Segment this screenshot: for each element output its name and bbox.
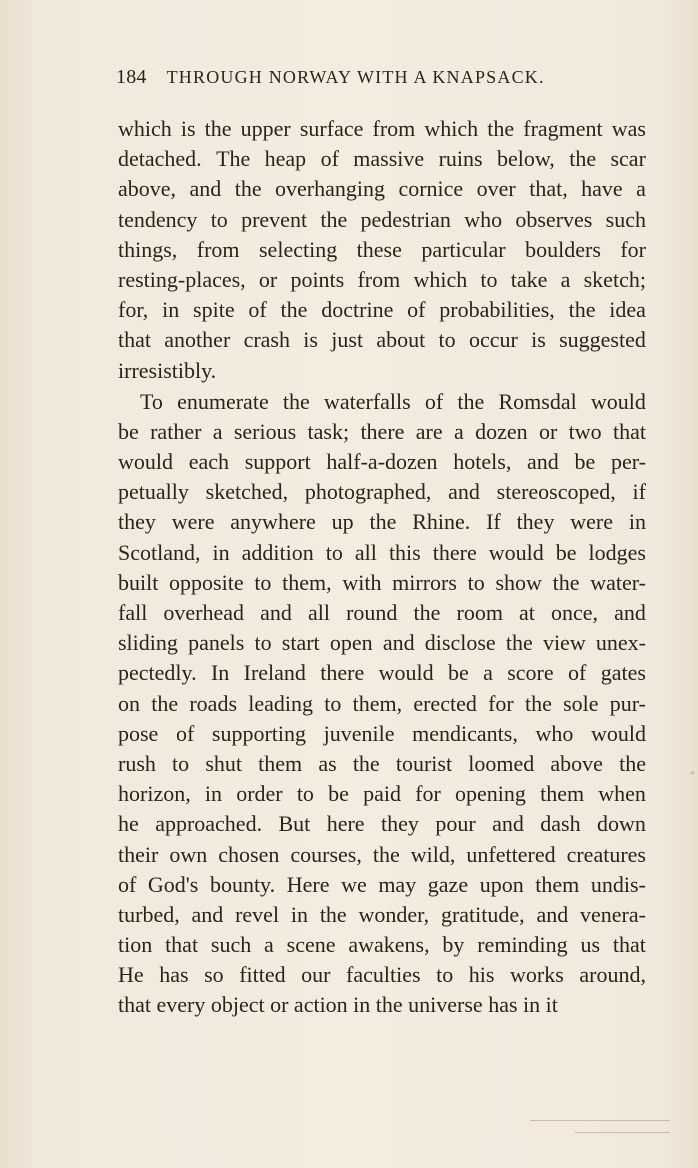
word: from	[196, 236, 240, 262]
word: above	[550, 750, 603, 776]
word: from	[372, 116, 416, 141]
word: the	[320, 206, 348, 232]
word: have	[581, 176, 623, 202]
word: tourist	[395, 750, 453, 776]
word: to	[438, 327, 456, 353]
word: venera-	[580, 901, 646, 927]
word: undis-	[590, 871, 646, 897]
text-line	[118, 538, 646, 568]
word: approached.	[155, 811, 263, 837]
word: water-	[590, 569, 646, 595]
word: half-a-dozen	[326, 449, 438, 475]
word: occur	[468, 327, 518, 353]
word: open	[329, 630, 373, 656]
word: anywhere	[230, 509, 316, 535]
word: juvenile	[323, 720, 395, 746]
word: of	[407, 297, 426, 323]
word: the	[552, 569, 580, 595]
word: the	[505, 630, 533, 656]
word: the	[568, 297, 596, 323]
word: Rhine.	[412, 509, 471, 535]
text-line	[118, 658, 646, 688]
word: addition	[241, 539, 314, 565]
word: to	[436, 962, 454, 988]
word: us	[580, 932, 601, 958]
word: in	[162, 297, 180, 323]
word: they	[381, 811, 419, 837]
word: once,	[551, 600, 599, 625]
word: Ireland	[243, 660, 306, 686]
word: all	[308, 600, 330, 625]
word: serious	[233, 418, 297, 444]
word: creatures	[566, 841, 646, 867]
word: his	[468, 962, 495, 988]
word: a	[264, 932, 274, 958]
word: overhanging	[275, 176, 386, 202]
word: the	[352, 750, 380, 776]
word: To	[140, 388, 163, 414]
word: the	[282, 388, 310, 414]
word: wonder,	[358, 901, 430, 927]
word: these	[356, 236, 402, 262]
bottom-edge-lines	[520, 1120, 670, 1140]
text-line	[118, 930, 646, 960]
word: selecting	[259, 236, 338, 262]
text-line	[118, 325, 646, 355]
text-line	[118, 265, 646, 295]
word: rush	[118, 750, 156, 776]
word: pectedly.	[118, 660, 197, 686]
word: has	[159, 962, 189, 988]
word: idea	[609, 297, 646, 323]
word: he	[118, 811, 139, 837]
text-line	[118, 417, 646, 447]
word: pour	[435, 811, 476, 837]
word: heap	[264, 146, 307, 172]
word: things,	[118, 236, 178, 262]
word: overhead	[163, 600, 245, 625]
word: built	[118, 569, 159, 595]
word: they	[516, 509, 555, 535]
word: own	[169, 841, 208, 867]
text-line	[118, 295, 646, 325]
text-line	[118, 507, 646, 537]
word: pur-	[609, 690, 646, 716]
word: opposite	[169, 569, 244, 595]
word: the	[569, 146, 597, 172]
word: round	[346, 600, 398, 625]
text-line	[118, 719, 646, 749]
word: the	[369, 509, 397, 535]
word: gates	[600, 660, 646, 686]
word: for	[620, 236, 646, 262]
word: boulders	[525, 236, 601, 262]
word: to	[480, 266, 498, 292]
word: awakens,	[348, 932, 430, 958]
text-line	[118, 477, 646, 507]
word: is	[531, 327, 546, 353]
text-line	[118, 960, 646, 990]
word: rather	[150, 418, 202, 444]
word: up	[331, 509, 354, 535]
word: pose	[118, 720, 159, 746]
word: chosen	[218, 841, 280, 867]
word: upon	[479, 871, 524, 897]
word: which	[413, 266, 468, 292]
word: would	[378, 660, 434, 686]
word: room	[456, 600, 503, 625]
word: be	[118, 418, 139, 444]
word: turbed,	[118, 901, 180, 927]
word: in	[628, 509, 646, 535]
word: reminding	[477, 932, 568, 958]
word: to	[467, 569, 485, 595]
word: prevent	[241, 206, 308, 232]
word: surface	[299, 116, 364, 141]
word: of	[118, 871, 137, 897]
text-line	[118, 809, 646, 839]
word: our	[301, 962, 331, 988]
word: below,	[496, 146, 555, 172]
word: God's	[147, 871, 199, 897]
word: sketch;	[583, 266, 646, 292]
word: that	[118, 327, 151, 353]
word: a	[212, 418, 223, 444]
word: The	[216, 146, 251, 172]
word: be	[447, 660, 469, 686]
text-line	[118, 840, 646, 870]
word: them,	[352, 690, 403, 716]
word: supporting	[211, 720, 307, 746]
word: observes	[515, 206, 593, 232]
word: there	[320, 660, 365, 686]
word: gratitude,	[440, 901, 525, 927]
text-line	[118, 387, 646, 417]
word: in	[204, 781, 223, 807]
word: that	[612, 932, 646, 958]
word: when	[598, 781, 646, 807]
word: is	[180, 116, 196, 141]
word: of	[424, 388, 444, 414]
word: would	[488, 539, 544, 565]
word: would	[118, 449, 173, 475]
word: particular	[421, 236, 506, 262]
word: may	[378, 871, 417, 897]
word: photographed,	[304, 479, 432, 505]
body-text	[118, 114, 646, 1021]
word: down	[597, 811, 646, 837]
text-line	[118, 779, 646, 809]
word: In	[210, 660, 230, 686]
word: be	[328, 781, 349, 807]
word: there	[432, 539, 477, 565]
word: who	[464, 206, 503, 232]
word: horizon,	[118, 781, 191, 807]
word: and	[382, 630, 415, 656]
text-line: that every object or action in the universe has in it	[118, 992, 558, 1018]
word: fall	[118, 600, 148, 625]
word: this	[388, 539, 421, 565]
word: dash	[540, 811, 581, 837]
word: as	[318, 750, 337, 776]
word: order	[236, 781, 283, 807]
word: bounty.	[209, 871, 276, 897]
word: about	[376, 327, 426, 353]
word: stereoscoped,	[496, 479, 616, 505]
word: and	[260, 600, 292, 625]
word: fitted	[239, 962, 286, 988]
text-line	[118, 749, 646, 779]
word: wild,	[410, 841, 456, 867]
word: to	[210, 206, 228, 232]
word: or	[258, 266, 278, 292]
word: mendicants,	[412, 720, 518, 746]
word: view	[542, 630, 586, 656]
word: the	[413, 600, 441, 625]
word: the	[487, 116, 515, 141]
word: of	[568, 660, 587, 686]
word: here	[326, 811, 365, 837]
page-number: 184	[116, 66, 147, 88]
word: sliding	[118, 630, 178, 656]
text-line: irresistibly.	[118, 357, 217, 383]
word: courses,	[290, 841, 362, 867]
word: that	[612, 418, 646, 444]
word: and	[536, 901, 569, 927]
word: that	[165, 932, 199, 958]
word: above,	[118, 176, 177, 202]
page-edge-mark: *	[690, 770, 695, 781]
word: to	[325, 539, 343, 565]
word: the	[457, 388, 485, 414]
word: which	[424, 116, 479, 141]
word: score	[507, 660, 554, 686]
word: support	[244, 449, 311, 475]
word: tion	[118, 932, 153, 958]
word: is	[303, 327, 318, 353]
page-header	[116, 66, 586, 96]
text-line	[118, 205, 646, 235]
word: to	[254, 630, 272, 656]
word: be	[574, 449, 596, 475]
running-head: THROUGH NORWAY WITH A KNAPSACK.	[166, 67, 545, 87]
word: on	[118, 690, 140, 716]
word: for	[415, 781, 441, 807]
text-line	[118, 870, 646, 900]
word: a	[483, 660, 493, 686]
word: with	[342, 569, 382, 595]
word: spite	[193, 297, 235, 323]
word: their	[118, 841, 159, 867]
word: scene	[286, 932, 336, 958]
text-line	[118, 144, 646, 174]
word: fragment	[523, 116, 603, 141]
word: and	[191, 901, 224, 927]
word: scar	[610, 146, 646, 172]
word: was	[611, 116, 646, 141]
word: of	[320, 146, 339, 172]
word: to	[254, 569, 272, 595]
word: from	[357, 266, 401, 292]
word: loomed	[468, 750, 535, 776]
word: unfettered	[466, 841, 556, 867]
word: to	[172, 750, 190, 776]
word: roads	[189, 690, 238, 716]
word: enumerate	[177, 388, 269, 414]
word: revel	[235, 901, 280, 927]
word: erected	[413, 690, 477, 716]
word: such	[210, 932, 252, 958]
text-line	[118, 114, 646, 144]
word: start	[281, 630, 320, 656]
word: of	[248, 297, 267, 323]
word: Romsdal	[498, 388, 577, 414]
word: suggested	[559, 327, 646, 353]
word: waterfalls	[323, 388, 411, 414]
word: and	[448, 479, 480, 505]
word: unex-	[595, 630, 646, 656]
word: them	[258, 750, 303, 776]
word: Scotland,	[118, 539, 201, 565]
word: that,	[529, 176, 568, 202]
word: which	[118, 116, 172, 141]
word: panels	[188, 630, 245, 656]
word: in	[212, 539, 230, 565]
word: around,	[579, 962, 646, 988]
word: and	[189, 176, 222, 202]
word: so	[204, 962, 224, 988]
word: shut	[205, 750, 243, 776]
word: works	[510, 962, 564, 988]
word: just	[331, 327, 364, 353]
word: the	[319, 901, 347, 927]
word: them	[535, 871, 580, 897]
word: of	[175, 720, 195, 746]
word: a	[560, 266, 571, 292]
word: show	[495, 569, 542, 595]
word: petually	[118, 479, 189, 505]
word: and	[527, 449, 559, 475]
word: If	[486, 509, 501, 535]
text-line	[118, 235, 646, 265]
word: cornice	[398, 176, 464, 202]
word: opening	[455, 781, 526, 807]
text-line	[118, 628, 646, 658]
word: the	[524, 690, 552, 716]
word: such	[605, 206, 646, 232]
word: if	[632, 479, 646, 505]
text-line	[118, 900, 646, 930]
word: would	[591, 720, 646, 746]
word: lodges	[588, 539, 646, 565]
word: hotels,	[453, 449, 512, 475]
word: leading	[248, 690, 314, 716]
word: doctrine	[321, 297, 394, 323]
word: to	[296, 781, 314, 807]
word: detached.	[118, 146, 202, 172]
word: massive	[353, 146, 425, 172]
word: sole	[563, 690, 599, 716]
word: all	[354, 539, 377, 565]
word: over	[476, 176, 516, 202]
word: another	[164, 327, 231, 353]
word: them,	[282, 569, 332, 595]
word: and	[492, 811, 524, 837]
word: a	[636, 176, 646, 202]
word: Here	[286, 871, 330, 897]
word: the	[280, 297, 308, 323]
word: mirrors	[392, 569, 457, 595]
word: tendency	[118, 206, 198, 232]
word: disclose	[424, 630, 496, 656]
word: pedestrian	[360, 206, 451, 232]
word: are	[415, 418, 443, 444]
word: two	[568, 418, 602, 444]
word: upper	[240, 116, 291, 141]
word: the	[204, 116, 232, 141]
text-line	[118, 447, 646, 477]
word: sketched,	[205, 479, 289, 505]
word: would	[590, 388, 646, 414]
word: the	[151, 690, 179, 716]
word: resting-places,	[118, 266, 246, 292]
word: a	[453, 418, 464, 444]
word: we	[341, 871, 367, 897]
word: each	[188, 449, 229, 475]
word: the	[619, 750, 646, 776]
text-line	[118, 689, 646, 719]
word: points	[290, 266, 345, 292]
word: who	[535, 720, 574, 746]
word: gaze	[427, 871, 469, 897]
word: for	[488, 690, 514, 716]
word: probabilities,	[439, 297, 555, 323]
word: there	[360, 418, 405, 444]
word: them	[540, 781, 585, 807]
word: take	[510, 266, 548, 292]
word: in	[290, 901, 308, 927]
text-line	[118, 568, 646, 598]
word: the	[234, 176, 262, 202]
word: for,	[118, 297, 149, 323]
word: be	[555, 539, 577, 565]
word: or	[538, 418, 558, 444]
word: the	[372, 841, 400, 867]
word: But	[278, 811, 311, 837]
word: to	[324, 690, 342, 716]
word: they	[118, 509, 156, 535]
word: by	[442, 932, 465, 958]
word: were	[171, 509, 215, 535]
word: at	[519, 600, 535, 625]
text-line	[118, 598, 646, 628]
word: per-	[610, 449, 646, 475]
word: faculties	[346, 962, 421, 988]
word: He	[118, 962, 144, 988]
word: were	[570, 509, 614, 535]
word: paid	[363, 781, 401, 807]
word: crash	[243, 327, 290, 353]
word: ruins	[438, 146, 483, 172]
text-line	[118, 174, 646, 204]
word: dozen	[475, 418, 528, 444]
word: task;	[307, 418, 350, 444]
word: and	[614, 600, 646, 625]
